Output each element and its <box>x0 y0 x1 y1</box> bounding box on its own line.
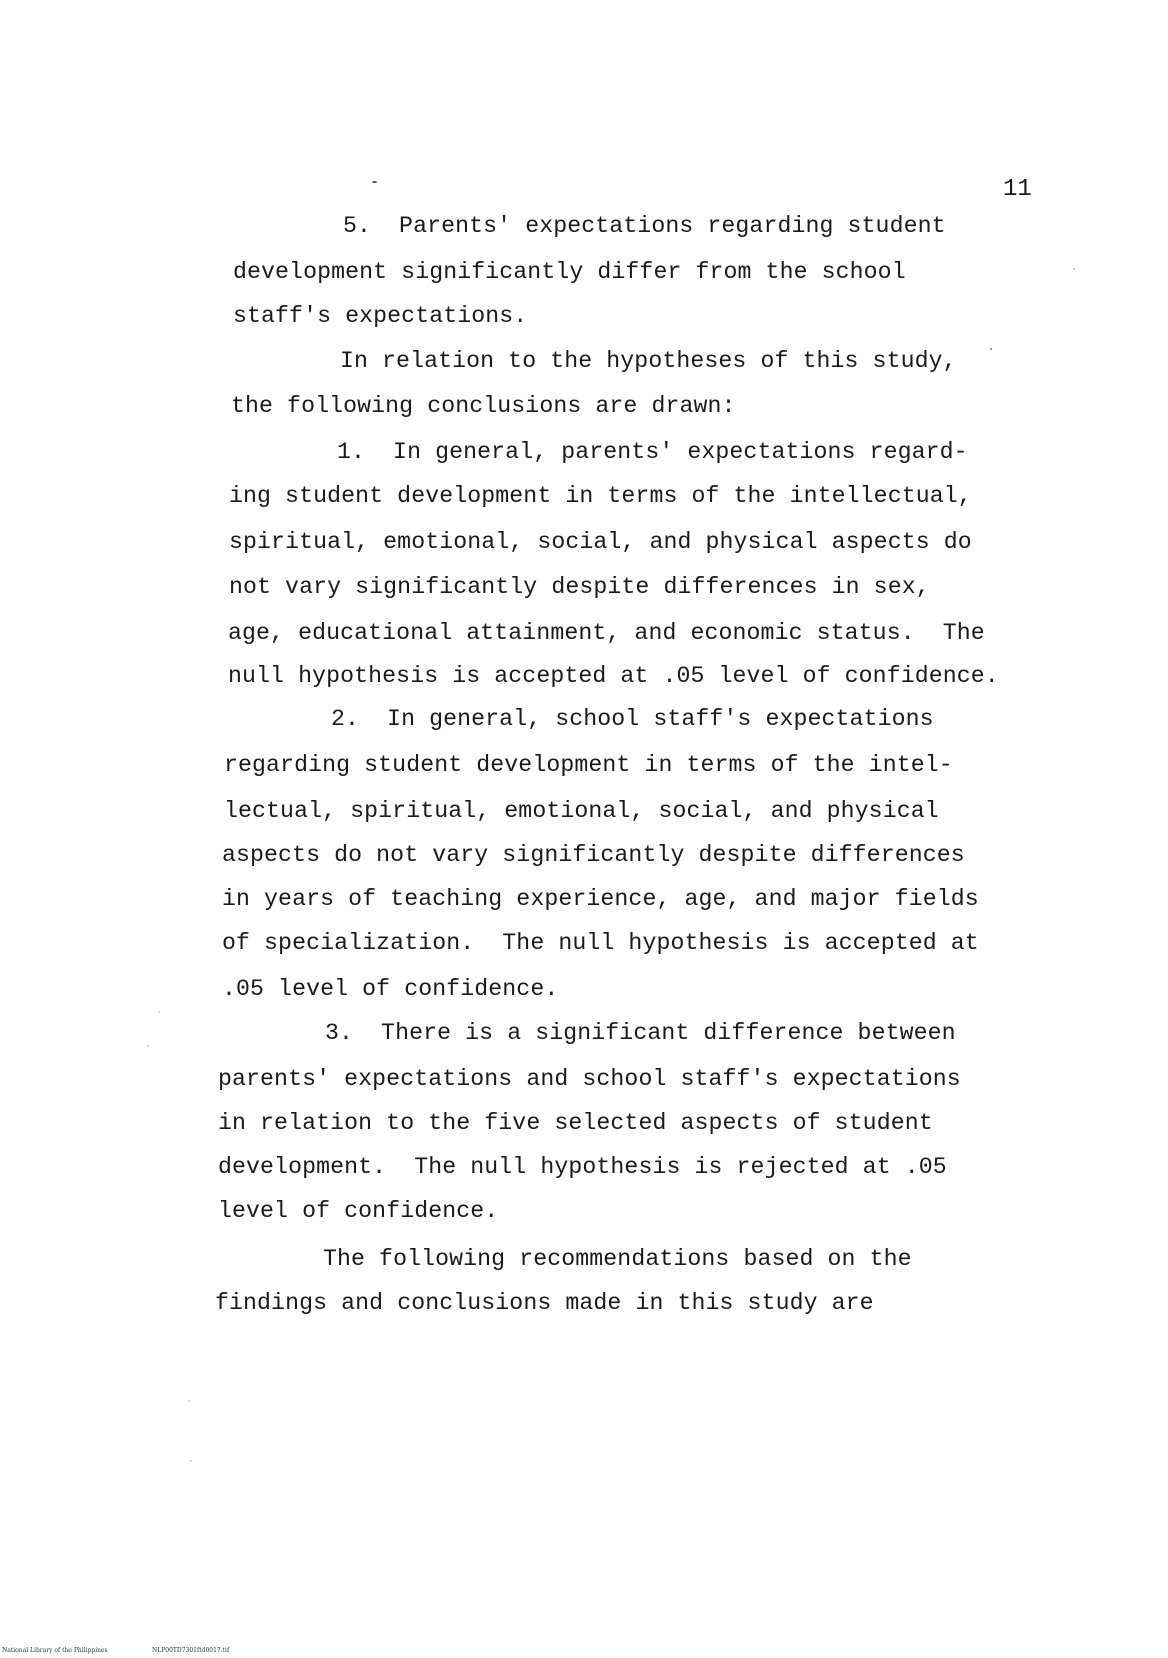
scan-speck <box>372 181 377 183</box>
text-line: in years of teaching experience, age, and major fields <box>222 886 979 912</box>
text-line: 5. Parents' expectations regarding student <box>343 213 946 239</box>
text-line: ing student development in terms of the intellectual, <box>229 483 972 509</box>
text-line: development significantly differ from the school <box>233 259 906 285</box>
text-line: lectual, spiritual, emotional, social, and physical <box>224 798 939 824</box>
scan-speck <box>1073 268 1075 270</box>
text-line: 1. In general, parents' expectations regard- <box>337 439 968 465</box>
text-line: the following conclusions are drawn: <box>231 393 736 419</box>
text-line: parents' expectations and school staff's expectations <box>218 1066 961 1092</box>
text-line: not vary significantly despite differences in sex, <box>229 574 930 600</box>
text-line: 2. In general, school staff's expectations <box>331 706 934 732</box>
scan-speck <box>990 348 992 350</box>
text-line: 3. There is a significant difference between <box>325 1020 956 1046</box>
text-line: regarding student development in terms of the intel- <box>224 752 953 778</box>
text-line: of specialization. The null hypothesis is accepted at <box>222 930 979 956</box>
text-line: In relation to the hypotheses of this study, <box>340 348 957 374</box>
scan-speck <box>158 1011 160 1013</box>
text-line: .05 level of confidence. <box>222 976 559 1002</box>
text-line: null hypothesis is accepted at .05 level of confidence. <box>228 663 999 689</box>
footer-file: NLP00TD7301ftd0017.tif <box>152 1647 230 1654</box>
page-number: 11 <box>1003 176 1032 203</box>
text-line: age, educational attainment, and economic status. The <box>228 620 985 646</box>
text-line: staff's expectations. <box>233 303 528 329</box>
text-line: The following recommendations based on the <box>323 1246 912 1272</box>
scan-speck <box>147 1045 149 1047</box>
scan-speck <box>190 1460 192 1462</box>
text-line: spiritual, emotional, social, and physical aspects do <box>229 529 972 555</box>
text-line: level of confidence. <box>218 1198 499 1224</box>
text-line: development. The null hypothesis is rejected at .05 <box>218 1154 947 1180</box>
text-line: findings and conclusions made in this study are <box>215 1290 874 1316</box>
text-line: aspects do not vary significantly despite differences <box>222 842 965 868</box>
footer-library: National Library of the Philippines <box>2 1647 108 1654</box>
text-line: in relation to the five selected aspects of student <box>218 1110 933 1136</box>
scan-speck <box>188 1400 190 1402</box>
